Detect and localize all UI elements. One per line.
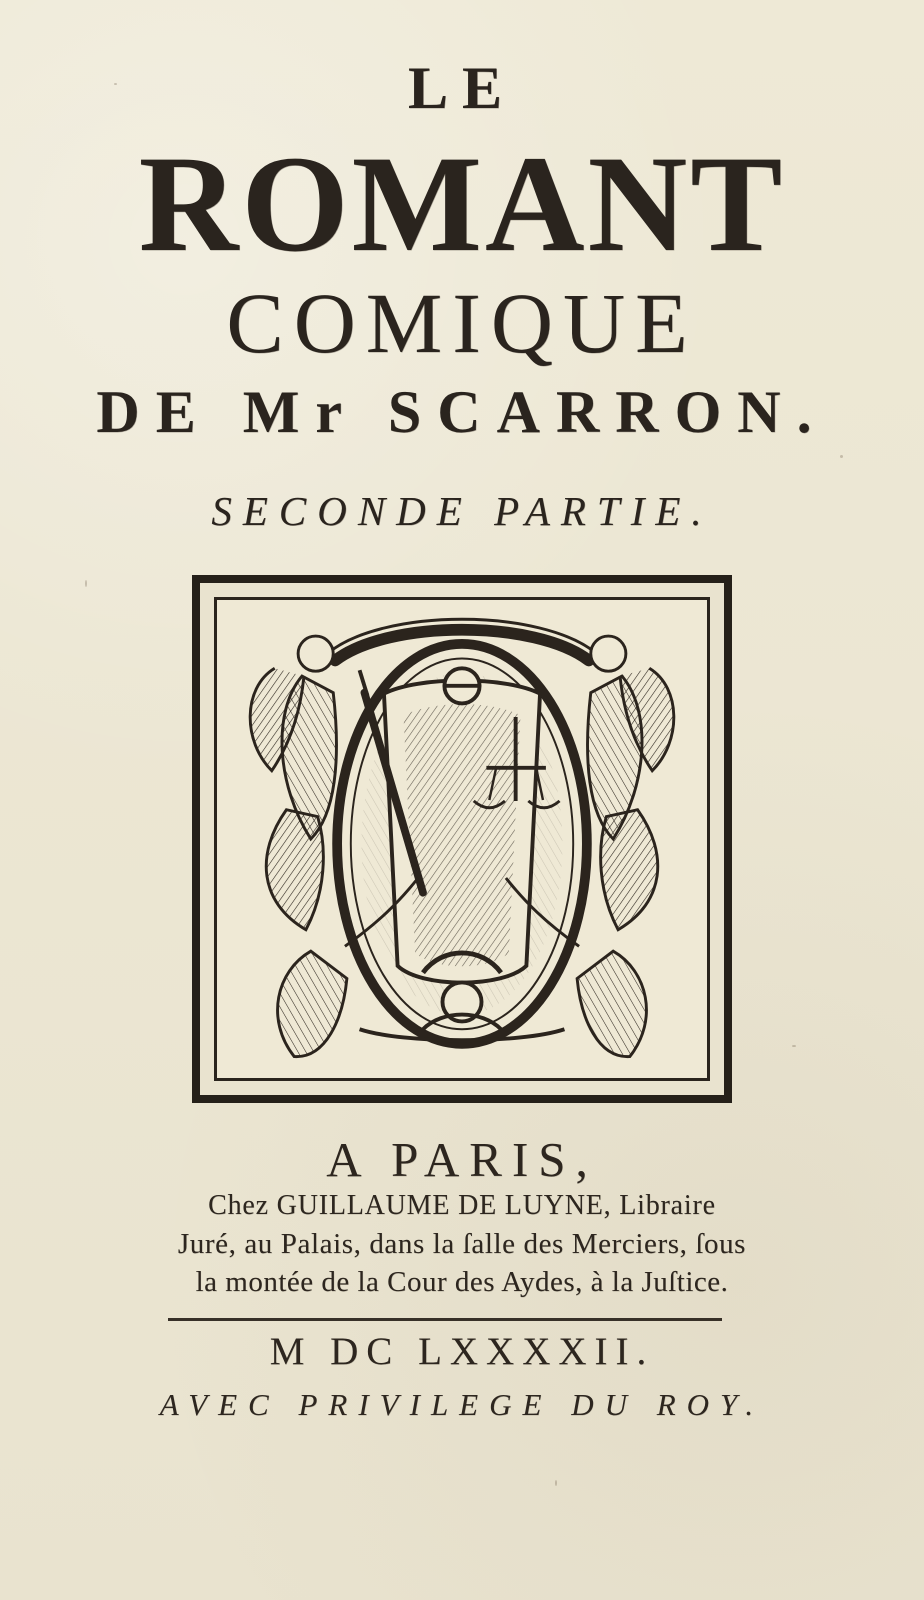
paper-speck <box>85 580 87 587</box>
publication-year: M DC LXXXXII. <box>269 1330 655 1373</box>
privilege-line: AVEC PRIVILEGE DU ROY. <box>159 1387 765 1422</box>
author-line: DE Mr SCARRON. <box>96 379 828 445</box>
paper-speck <box>555 1480 557 1486</box>
imprint-rule <box>168 1318 722 1321</box>
publisher-line: Chez GUILLAUME DE LUYNE, Libraire <box>208 1190 716 1221</box>
title-word-comique: COMIQUE <box>226 275 698 371</box>
part-subtitle: SECONDE PARTIE. <box>211 488 713 534</box>
printers-device-frame <box>192 575 732 1103</box>
address-line-2: la montée de la Cour des Aydes, à la Juſtice. <box>195 1266 729 1298</box>
title-word-le: LE <box>407 55 517 121</box>
address-line-1: Juré, au Palais, dans la ſalle des Merciers, ſous <box>177 1228 747 1260</box>
title-word-romant: ROMANT <box>138 127 786 280</box>
paper-speck <box>840 455 843 458</box>
imprint-city: A PARIS, <box>326 1132 598 1187</box>
justice-printers-device-icon <box>217 600 707 1078</box>
paper-speck <box>792 1045 796 1047</box>
printers-device-panel <box>214 597 710 1081</box>
